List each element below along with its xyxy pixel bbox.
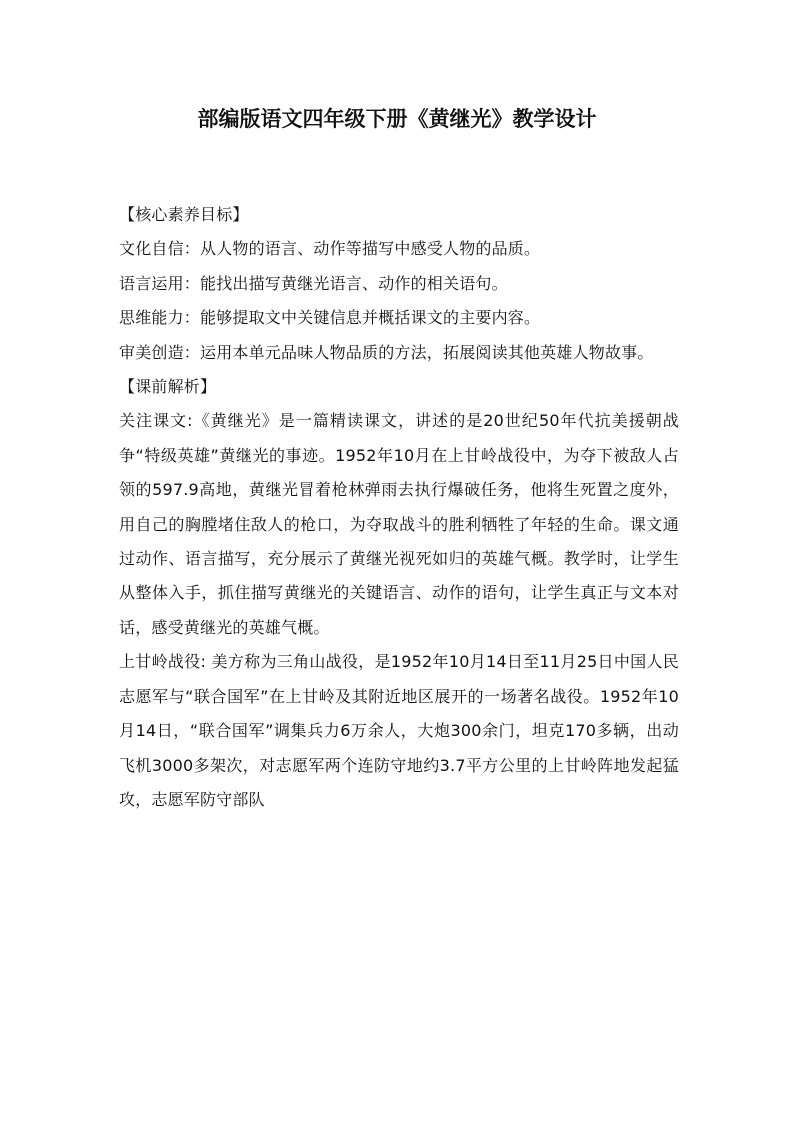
paragraph-thinking-ability: 思维能力：能够提取文中关键信息并概括课文的主要内容。 [119,308,541,328]
paragraph-text-focus: 关注课文:《黄继光》是一篇精读课文，讲述的是20世纪50年代抗美援朝战争“特级英雄”黄继光的事迹。1952年10月在上甘岭战役中，为夺下被敌人占领的597.9高地，黄继光冒着枪林弹雨去执行爆破任务，他将生死置之度外，用自己的胸膛堵住敌人的枪口，为夺取战斗的胜利牺牲了年轻的生命。课文通过动作、语言描写，充分展示了黄继光视死如归的英雄气概。教学时，让学生从整体入手，抓住描写黄继光的关键语言、动作的语句，让学生真正与文本对话，感受黄继光的英雄气概。 [119,411,679,637]
page-title: 部编版语文四年级下册《黄继光》教学设计 [197,107,597,131]
section-heading-goals: 【核心素养目标】 [119,205,249,224]
paragraph-aesthetic-creation: 审美创造：运用本单元品味人物品质的方法，拓展阅读其他英雄人物故事。 [119,342,654,362]
paragraph-cultural-confidence: 文化自信：从人物的语言、动作等描写中感受人物的品质。 [119,239,541,259]
document-body [119,198,679,817]
section-heading-analysis: 【课前解析】 [119,377,217,397]
paragraph-shangganling-battle: 上甘岭战役: 美方称为三角山战役，是1952年10月14日至11月25日中国人民志愿军与“联合国军”在上甘岭及其附近地区展开的一场著名战役。1952年10月14日，“联合国军”调集兵力6万余人，大炮300余门，坦克170多辆，出动飞机3000多架次，对志愿军两个连防守地约3.7平方公里的上甘岭阵地发起猛攻，志愿军防守部队 [119,652,679,809]
paragraph-language-use: 语言运用：能找出描写黄继光语言、动作的相关语句。 [119,273,508,293]
